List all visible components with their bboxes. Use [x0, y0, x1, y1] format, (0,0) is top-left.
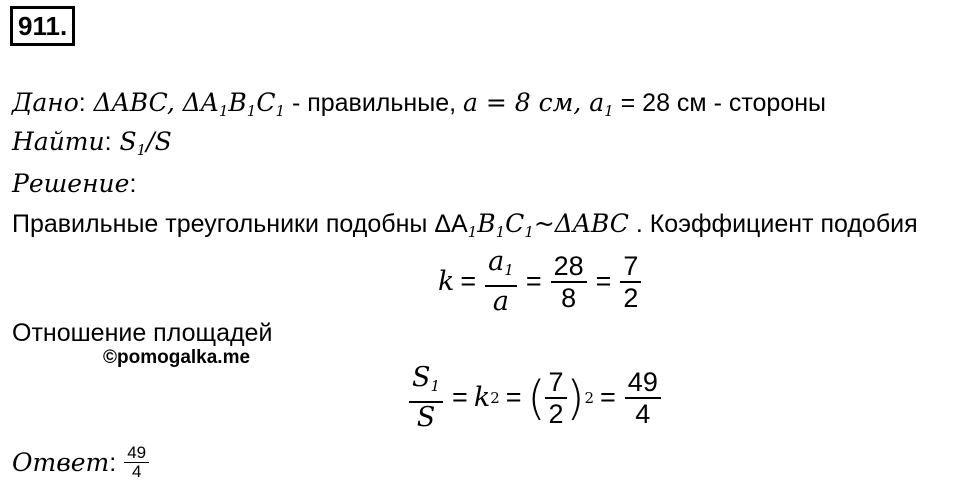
fraction-s1-over-s: $\frac{S_1}{S}$: [409, 362, 443, 433]
given-a: a = 8 см, a: [463, 88, 605, 117]
given-line: Дано: ΔABC, $\Delta A_1B_1C_1$ - правильные, a = 8 см, $a_1 = 28$ см - стороны: [12, 88, 826, 120]
find-expression: S: [111, 127, 137, 156]
solution-label: Решение: [12, 169, 130, 198]
find-line: Найти: $S_1/S$: [12, 127, 172, 159]
given-label: Дано: [12, 88, 79, 117]
similarity-coefficient-formula: k = $\frac{a_1}{a}$ = $\frac{28}{8}$ = $\frac{7}{2}$: [438, 246, 644, 317]
given-description: - правильные,: [285, 89, 463, 117]
given-a1: = 28 см - стороны: [613, 89, 826, 117]
find-label: Найти: [12, 127, 105, 156]
watermark: ©pomogalka.me: [103, 347, 251, 368]
fraction-7-over-2-squared: $\frac{7}{2}$: [545, 367, 566, 429]
fraction-a1-over-a: $\frac{a_1}{a}$: [485, 246, 517, 317]
answer-fraction: $\frac{49}{4}$: [124, 444, 149, 481]
given-triangles: ΔABC, ΔA: [85, 88, 219, 117]
area-ratio-formula: $\frac{S_1}{S}$ = k 2 = ( $\frac{7}{2}$ ) 2 = $\frac{49}{4}$: [406, 362, 664, 433]
answer-label: Ответ: [12, 447, 110, 477]
fraction-49-over-4: $\frac{49}{4}$: [625, 367, 661, 429]
solution-line: Решение:: [12, 169, 137, 198]
answer-line: Ответ : $\frac{49}{4}$: [12, 444, 152, 481]
similarity-line: Правильные треугольники подобны $\Delta A_1B_1C_1\sim\Delta ABC$ . Коэффициент подобия: [12, 209, 918, 241]
area-ratio-label: Отношение площадей: [12, 319, 273, 347]
problem-number: 911.: [10, 6, 75, 46]
fraction-7-over-2: $\frac{7}{2}$: [620, 251, 641, 313]
similarity-text: Правильные треугольники подобны ΔA: [12, 210, 468, 238]
fraction-28-over-8: $\frac{28}{8}$: [551, 251, 587, 313]
